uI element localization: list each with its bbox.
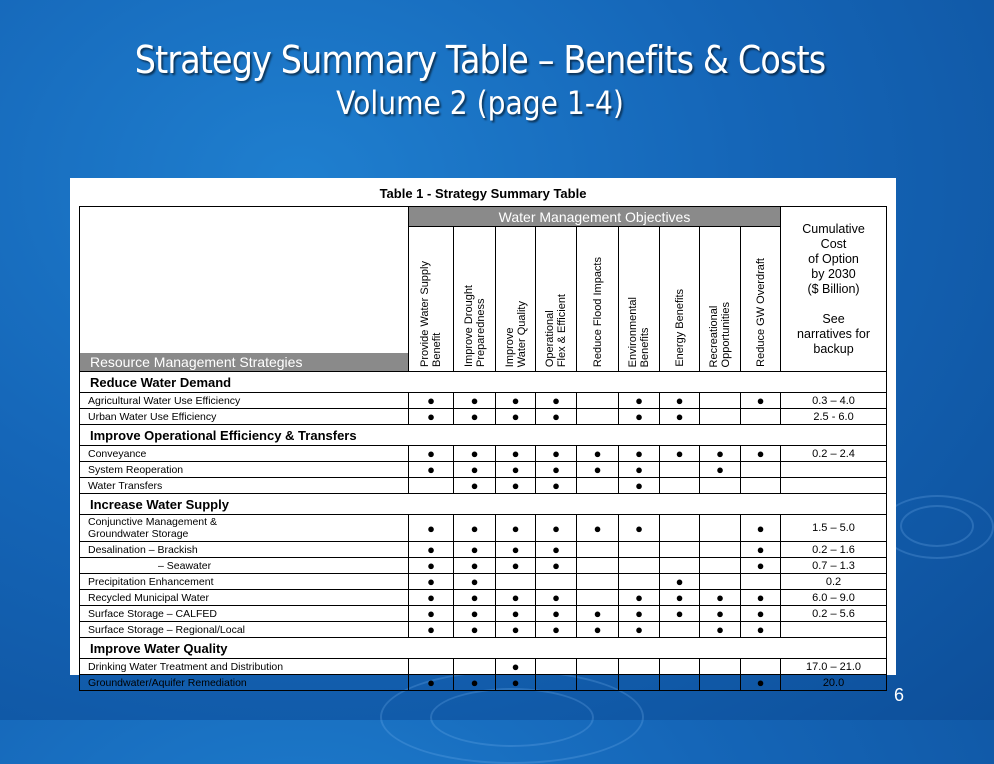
benefit-dot: ● [756,446,765,461]
benefit-cell [619,446,660,462]
benefit-dot: ● [675,409,684,424]
strategy-summary-table [79,206,887,691]
benefit-cell [536,622,577,638]
section-row [80,638,887,659]
strategy-name-line1: Conjunctive Management & [88,516,217,528]
benefit-dot: ● [756,622,765,637]
benefit-cell [409,542,454,558]
benefit-dot: ● [756,606,765,621]
benefit-cell [741,515,781,542]
benefit-cell [536,462,577,478]
cost-cell [781,622,887,638]
benefit-dot: ● [552,462,560,477]
table-row [80,446,887,462]
benefit-cell [409,659,454,675]
benefit-cell [496,606,536,622]
benefit-dot: ● [470,590,479,605]
benefit-cell [700,462,741,478]
strategy-name: Urban Water Use Efficiency [80,409,409,425]
cost-header-text: Cumulative Cost of Option by 2030 ($ Billion) See narratives for backup [797,221,870,356]
strategy-name: Recycled Municipal Water [80,590,409,606]
benefit-dot: ● [511,393,520,408]
benefit-cell [660,446,700,462]
cost-cell: 20.0 [781,675,887,691]
cost-cell: 2.5 - 6.0 [781,409,887,425]
objective-label: Reduce Flood Impacts [591,256,604,367]
benefit-dot: ● [427,409,435,424]
cost-header [781,207,887,372]
benefit-dot: ● [511,622,520,637]
benefit-dot: ● [635,606,643,621]
objective-label: Reduce GW Overdraft [754,258,767,367]
benefit-cell [660,659,700,675]
benefit-cell [409,462,454,478]
benefit-dot: ● [756,675,765,690]
benefit-cell [496,675,536,691]
table-row [80,478,887,494]
benefit-cell [536,446,577,462]
strategy-name: Water Transfers [80,478,409,494]
benefit-dot: ● [635,409,643,424]
benefit-cell [660,590,700,606]
benefit-dot: ● [675,446,684,461]
benefit-cell [741,409,781,425]
strategy-name: Drinking Water Treatment and Distribution [80,659,409,675]
benefit-cell [454,675,496,691]
benefit-dot: ● [511,542,520,557]
benefit-dot: ● [675,606,684,621]
benefit-dot: ● [716,606,724,621]
benefit-dot: ● [511,606,520,621]
benefit-dot: ● [427,606,435,621]
benefit-dot: ● [427,520,435,536]
section-name: Improve Operational Efficiency & Transfers [80,425,887,446]
benefit-cell [496,590,536,606]
strategy-name: Surface Storage – CALFED [80,606,409,622]
strategy-name: Agricultural Water Use Efficiency [80,393,409,409]
benefit-cell [536,409,577,425]
benefit-cell [496,542,536,558]
benefit-cell [536,478,577,494]
benefit-dot: ● [756,520,765,536]
objectives-header: Water Management Objectives [409,207,781,227]
benefit-dot: ● [635,478,643,493]
benefit-dot: ● [552,393,560,408]
benefit-dot: ● [427,446,435,461]
benefit-cell [496,515,536,542]
objective-label: Energy Benefits [673,289,686,367]
benefit-cell [577,478,619,494]
benefit-dot: ● [635,520,643,536]
ripple-decoration [430,688,594,747]
benefit-dot: ● [552,446,560,461]
strategy-name: Surface Storage – Regional/Local [80,622,409,638]
benefit-dot: ● [470,558,479,573]
benefit-cell [660,478,700,494]
slide-title-line2: Volume 2 (page 1-4) [336,84,624,122]
benefit-cell [660,542,700,558]
benefit-dot: ● [511,478,520,493]
benefit-cell [700,393,741,409]
objective-label: Provide Water Supply Benefit [419,261,443,367]
benefit-dot: ● [511,446,520,461]
benefit-cell [660,574,700,590]
section-row [80,425,887,446]
benefit-cell [409,478,454,494]
benefit-cell [619,606,660,622]
table-row [80,542,887,558]
benefit-cell [660,393,700,409]
benefit-cell [577,675,619,691]
benefit-cell [619,515,660,542]
section-row [80,494,887,515]
benefit-cell [619,558,660,574]
benefit-cell [660,622,700,638]
objective-label: Improve Drought Preparedness [462,285,487,367]
document-image [70,178,896,690]
benefit-cell [454,478,496,494]
cost-cell: 0.2 [781,574,887,590]
cost-cell: 1.5 – 5.0 [781,515,887,542]
benefit-cell [496,659,536,675]
benefit-dot: ● [675,574,684,589]
benefit-dot: ● [756,590,765,605]
benefit-dot: ● [470,520,479,536]
cost-cell: 17.0 – 21.0 [781,659,887,675]
benefit-dot: ● [427,542,435,557]
benefit-cell [619,478,660,494]
benefit-cell [619,393,660,409]
strategy-name [80,515,409,542]
table-row [80,574,887,590]
benefit-cell [700,659,741,675]
benefit-cell [536,659,577,675]
benefit-cell [619,574,660,590]
section-row [80,372,887,393]
benefit-dot: ● [552,558,560,573]
benefit-dot: ● [552,520,560,536]
benefit-cell [577,393,619,409]
benefit-cell [536,393,577,409]
benefit-dot: ● [470,606,479,621]
benefit-dot: ● [593,446,602,461]
objective-label: Improve Water Quality [503,300,528,367]
benefit-dot: ● [716,446,724,461]
benefit-cell [741,462,781,478]
benefit-dot: ● [756,558,765,573]
benefit-cell [409,558,454,574]
benefit-dot: ● [552,542,560,557]
table-row [80,393,887,409]
strategies-header-cell [80,207,409,372]
strategy-name: Desalination – Brackish [80,542,409,558]
benefit-dot: ● [716,590,724,605]
benefit-cell [619,462,660,478]
benefit-dot: ● [427,462,435,477]
benefit-cell [577,574,619,590]
benefit-cell [619,542,660,558]
cost-cell: 0.3 – 4.0 [781,393,887,409]
table-row [80,606,887,622]
benefit-dot: ● [716,622,724,637]
benefit-cell [700,606,741,622]
benefit-cell [700,558,741,574]
benefit-cell [700,622,741,638]
cost-cell: 0.7 – 1.3 [781,558,887,574]
benefit-cell [700,478,741,494]
benefit-cell [741,659,781,675]
benefit-dot: ● [675,393,684,408]
table-row [80,659,887,675]
table-row [80,409,887,425]
benefit-dot: ● [593,606,602,621]
strategy-name: Conveyance [80,446,409,462]
benefit-cell [660,606,700,622]
benefit-cell [660,675,700,691]
benefit-cell [741,675,781,691]
benefit-cell [577,606,619,622]
benefit-cell [536,675,577,691]
objective-header-6 [660,227,700,372]
section-name: Increase Water Supply [80,494,887,515]
benefit-cell [496,446,536,462]
benefit-cell [741,478,781,494]
section-name: Reduce Water Demand [80,372,887,393]
benefit-cell [496,558,536,574]
strategies-header: Resource Management Strategies [80,353,408,371]
benefit-cell [741,590,781,606]
benefit-cell [577,622,619,638]
benefit-dot: ● [511,558,520,573]
objective-header-3 [536,227,577,372]
table-row [80,675,887,691]
table-row [80,622,887,638]
benefit-cell [700,446,741,462]
benefit-cell [496,478,536,494]
benefit-cell [700,574,741,590]
strategy-name: Precipitation Enhancement [80,574,409,590]
benefit-dot: ● [635,622,643,637]
cost-cell [781,462,887,478]
benefit-cell [741,558,781,574]
benefit-cell [700,675,741,691]
benefit-dot: ● [470,542,479,557]
benefit-dot: ● [511,659,520,674]
benefit-dot: ● [427,574,435,589]
benefit-dot: ● [593,462,602,477]
benefit-cell [496,409,536,425]
objective-label: Operational Flex & Efficient [544,293,568,367]
objective-header-5 [619,227,660,372]
strategy-name: System Reoperation [80,462,409,478]
benefit-cell [577,542,619,558]
benefit-dot: ● [511,462,520,477]
benefit-cell [454,462,496,478]
benefit-cell [409,622,454,638]
benefit-cell [454,515,496,542]
benefit-cell [454,659,496,675]
cost-cell: 0.2 – 5.6 [781,606,887,622]
benefit-dot: ● [470,574,479,589]
benefit-dot: ● [635,446,643,461]
objective-header-8 [741,227,781,372]
benefit-cell [409,515,454,542]
benefit-dot: ● [675,590,684,605]
benefit-dot: ● [511,590,520,605]
benefit-dot: ● [427,590,435,605]
benefit-dot: ● [427,675,435,690]
benefit-cell [700,590,741,606]
strategy-name: Groundwater/Aquifer Remediation [80,675,409,691]
benefit-cell [577,409,619,425]
benefit-cell [409,606,454,622]
benefit-dot: ● [756,542,765,557]
benefit-dot: ● [756,393,765,408]
benefit-cell [536,515,577,542]
benefit-cell [496,462,536,478]
benefit-cell [409,393,454,409]
benefit-dot: ● [716,462,724,477]
benefit-cell [660,462,700,478]
benefit-cell [454,393,496,409]
benefit-dot: ● [511,409,520,424]
objective-header-1 [454,227,496,372]
benefit-cell [619,622,660,638]
benefit-cell [454,590,496,606]
benefit-cell [577,515,619,542]
benefit-cell [700,542,741,558]
benefit-cell [454,558,496,574]
benefit-dot: ● [427,558,435,573]
slide-title [0,38,960,122]
cost-cell: 0.2 – 2.4 [781,446,887,462]
benefit-dot: ● [470,622,479,637]
benefit-cell [409,409,454,425]
benefit-cell [454,446,496,462]
benefit-cell [619,409,660,425]
benefit-cell [536,542,577,558]
objective-header-2 [496,227,536,372]
benefit-cell [619,590,660,606]
benefit-cell [454,606,496,622]
benefit-cell [700,409,741,425]
benefit-dot: ● [635,393,643,408]
benefit-cell [496,574,536,590]
benefit-cell [577,462,619,478]
benefit-dot: ● [470,478,479,493]
objective-header-0 [409,227,454,372]
benefit-cell [741,393,781,409]
benefit-cell [536,558,577,574]
benefit-cell [660,558,700,574]
cost-cell: 6.0 – 9.0 [781,590,887,606]
benefit-cell [741,446,781,462]
benefit-cell [577,558,619,574]
cost-cell [781,478,887,494]
benefit-cell [577,590,619,606]
benefit-cell [577,446,619,462]
benefit-cell [741,622,781,638]
benefit-dot: ● [635,590,643,605]
benefit-dot: ● [593,520,602,536]
benefit-dot: ● [552,606,560,621]
benefit-cell [409,675,454,691]
benefit-cell [577,659,619,675]
benefit-cell [536,590,577,606]
benefit-cell [536,606,577,622]
benefit-cell [741,606,781,622]
benefit-cell [700,515,741,542]
benefit-dot: ● [511,520,520,536]
strategy-name-line2: Groundwater Storage [88,528,189,540]
benefit-cell [741,574,781,590]
table-row [80,590,887,606]
benefit-dot: ● [593,622,602,637]
benefit-dot: ● [511,675,520,690]
section-name: Improve Water Quality [80,638,887,659]
benefit-cell [454,409,496,425]
objective-header-7 [700,227,741,372]
benefit-dot: ● [552,622,560,637]
table-row [80,558,887,574]
objective-label: Environmental Benefits [627,296,651,367]
benefit-cell [741,542,781,558]
benefit-dot: ● [470,409,479,424]
benefit-cell [454,622,496,638]
table-title: Table 1 - Strategy Summary Table [379,186,587,201]
table-row [80,462,887,478]
benefit-cell [409,590,454,606]
benefit-dot: ● [427,393,435,408]
benefit-dot: ● [470,393,479,408]
benefit-cell [536,574,577,590]
slide-title-line1: Strategy Summary Table – Benefits & Costs [134,38,826,82]
benefit-cell [454,542,496,558]
benefit-dot: ● [470,446,479,461]
benefit-dot: ● [552,409,560,424]
benefit-cell [496,393,536,409]
benefit-cell [660,515,700,542]
benefit-dot: ● [552,478,560,493]
benefit-cell [619,659,660,675]
benefit-dot: ● [470,675,479,690]
benefit-dot: ● [470,462,479,477]
table-row [80,515,887,542]
benefit-cell [409,446,454,462]
objective-header-4 [577,227,619,372]
benefit-cell [409,574,454,590]
ripple-decoration [900,505,974,547]
objective-label: Recreational Opportunities [708,301,732,367]
benefit-dot: ● [552,590,560,605]
slide-number: 6 [893,685,904,705]
benefit-cell [619,675,660,691]
benefit-cell [454,574,496,590]
benefit-dot: ● [427,622,435,637]
cost-cell: 0.2 – 1.6 [781,542,887,558]
benefit-cell [496,622,536,638]
benefit-cell [660,409,700,425]
strategy-name: – Seawater [80,558,409,574]
benefit-dot: ● [635,462,643,477]
